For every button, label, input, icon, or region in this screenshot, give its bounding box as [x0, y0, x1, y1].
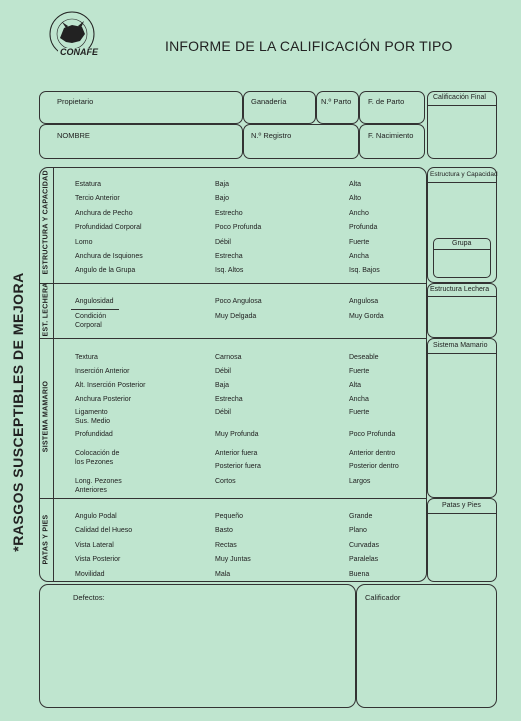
mamario-trait-high: Fuerte: [349, 409, 370, 416]
estructura-trait-name: Anchura de Isquiones: [75, 253, 143, 260]
mamario-trait-low: Débil: [215, 409, 231, 416]
estructura-trait-low: Bajo: [215, 195, 230, 203]
mamario-trait-high: Ancha: [349, 396, 369, 403]
patas-trait-high: Paralelas: [349, 556, 379, 564]
section-label-patas: PATAS Y PIES: [42, 514, 50, 565]
calificador-box[interactable]: [356, 584, 497, 708]
sistema-mamario-box[interactable]: [427, 338, 497, 498]
estructura-trait-high: Ancho: [349, 209, 369, 217]
calificacion-final-label: Calificación Final: [433, 94, 486, 101]
nombre-field[interactable]: [39, 124, 243, 159]
section-label-estructura: ESTRUCTURA Y CAPACIDAD: [42, 170, 50, 275]
patas-pies-label: Patas y Pies: [442, 502, 481, 509]
mamario-trait-low: Baja: [215, 382, 230, 389]
mamario-trait-high: Posterior dentro: [349, 463, 399, 470]
mamario-trait-high: Poco Profunda: [349, 431, 396, 438]
f-nacimiento-field[interactable]: [359, 124, 425, 159]
estructura-trait-low: Estrecha: [215, 253, 243, 260]
estructura-trait-low: Poco Profunda: [215, 224, 262, 232]
mamario-trait-name: Alt. Inserción Posterior: [75, 382, 146, 389]
mamario-trait-name: Ligamento Sus. Medio: [75, 409, 111, 425]
estructura-lechera-label: Estructura Lechera: [430, 286, 490, 293]
patas-trait-high: Plano: [349, 527, 367, 535]
patas-trait-name: Angulo Podal: [75, 513, 117, 520]
mamario-trait-high: Deseable: [349, 354, 379, 361]
patas-trait-name: Calidad del Hueso: [75, 527, 133, 535]
mamario-trait-name: Profundidad: [75, 431, 113, 438]
lechera-trait-name: Angulosidad: [75, 298, 114, 305]
patas-trait-low: Muy Juntas: [215, 556, 251, 564]
ganaderia-field[interactable]: [243, 91, 316, 124]
section-label-mamario: SISTEMA MAMARIO: [42, 380, 50, 453]
patas-trait-name: Movilidad: [75, 570, 105, 578]
patas-trait-low: Rectas: [215, 541, 237, 549]
calificacion-final-box[interactable]: [427, 91, 497, 159]
grupa-box[interactable]: [433, 238, 491, 278]
n-parto-label: N.º Parto: [321, 97, 352, 106]
estructura-trait-low: Débil: [215, 238, 231, 246]
mamario-trait-high: Fuerte: [349, 368, 370, 375]
estructura-trait-high: Profunda: [349, 224, 378, 232]
f-parto-label: F. de Parto: [368, 97, 405, 106]
patas-trait-low: Mala: [215, 570, 231, 578]
mamario-trait-low: Anterior fuera: [215, 450, 258, 457]
mamario-trait-name: Textura: [75, 354, 98, 361]
estructura-lechera-box[interactable]: [427, 283, 497, 338]
mamario-trait-name: Anchura Posterior: [75, 396, 132, 403]
sidebar-label-text: *RASGOS SUSCEPTIBLES DE MEJORA: [10, 272, 26, 552]
defectos-box[interactable]: [39, 584, 356, 708]
mamario-trait-name: Inserción Anterior: [75, 368, 130, 375]
mamario-trait-high: Largos: [349, 478, 371, 485]
propietario-field[interactable]: [39, 91, 243, 124]
logo-name: CONAFE: [60, 47, 98, 57]
estructura-trait-low: Isq. Altos: [215, 267, 244, 275]
mamario-trait-low: Carnosa: [215, 354, 242, 361]
patas-trait-high: Buena: [349, 570, 370, 578]
patas-trait-name: Vista Lateral: [75, 541, 114, 549]
n-registro-label: N.º Registro: [251, 131, 292, 140]
mamario-trait-low: Posterior fuera: [215, 463, 261, 470]
estructura-trait-high: Alto: [349, 195, 362, 203]
patas-trait-high: Curvadas: [349, 541, 379, 549]
lechera-trait-low: Poco Angulosa: [215, 298, 262, 305]
estructura-trait-name: Profundidad Corporal: [75, 224, 142, 232]
estructura-capacidad-label: Estructura y Capacidad: [430, 171, 498, 178]
mamario-trait-low: Débil: [215, 368, 231, 375]
patas-trait-name: Vista Posterior: [75, 556, 121, 564]
mamario-trait-low: Estrecha: [215, 396, 243, 403]
patas-trait-high: Grande: [349, 513, 373, 520]
sidebar-label: [8, 262, 28, 562]
ganaderia-label: Ganadería: [251, 97, 287, 106]
calificador-label: Calificador: [365, 593, 401, 602]
propietario-label: Propietario: [57, 97, 94, 106]
mamario-trait-high: Alta: [349, 382, 362, 389]
lechera-trait-name: Condición Corporal: [75, 313, 107, 329]
f-nacimiento-label: F. Nacimiento: [368, 131, 414, 140]
estructura-trait-name: Tercio Anterior: [75, 195, 120, 203]
lechera-trait-high: Muy Gorda: [349, 313, 384, 320]
grupa-label: Grupa: [452, 240, 472, 247]
n-registro-field[interactable]: [243, 124, 359, 159]
estructura-trait-high: Alta: [349, 181, 362, 188]
mamario-trait-name: Long. Pezones Anteriores: [75, 478, 122, 494]
mamario-trait-low: Cortos: [215, 478, 236, 485]
mamario-trait-high: Anterior dentro: [349, 450, 396, 457]
page-title: INFORME DE LA CALIFICACIÓN POR TIPO: [165, 38, 453, 54]
patas-trait-low: Pequeño: [215, 513, 244, 520]
estructura-trait-low: Baja: [215, 181, 230, 188]
defectos-label: Defectos:: [73, 593, 105, 602]
f-parto-field[interactable]: [359, 91, 425, 124]
nombre-label: NOMBRE: [57, 131, 90, 140]
estructura-capacidad-box[interactable]: [427, 167, 497, 283]
lechera-trait-low: Muy Delgada: [215, 313, 257, 320]
estructura-trait-name: Estatura: [75, 181, 102, 188]
patas-pies-box[interactable]: [427, 498, 497, 582]
mamario-trait-low: Muy Profunda: [215, 431, 259, 438]
estructura-trait-low: Estrecho: [215, 209, 243, 217]
mamario-trait-name: Colocación de los Pezones: [75, 450, 120, 466]
section-label-lechera: EST. LECHERA: [42, 282, 50, 337]
n-parto-field[interactable]: [316, 91, 359, 124]
estructura-trait-name: Angulo de la Grupa: [75, 267, 136, 275]
estructura-trait-name: Lomo: [75, 238, 93, 246]
sistema-mamario-label: Sistema Mamario: [433, 342, 488, 349]
estructura-trait-high: Isq. Bajos: [349, 267, 380, 275]
estructura-trait-high: Fuerte: [349, 238, 370, 246]
estructura-trait-name: Anchura de Pecho: [75, 209, 133, 217]
estructura-trait-high: Ancha: [349, 253, 369, 260]
lechera-trait-high: Angulosa: [349, 298, 379, 305]
patas-trait-low: Basto: [215, 527, 233, 535]
conafe-logo: [42, 8, 106, 64]
